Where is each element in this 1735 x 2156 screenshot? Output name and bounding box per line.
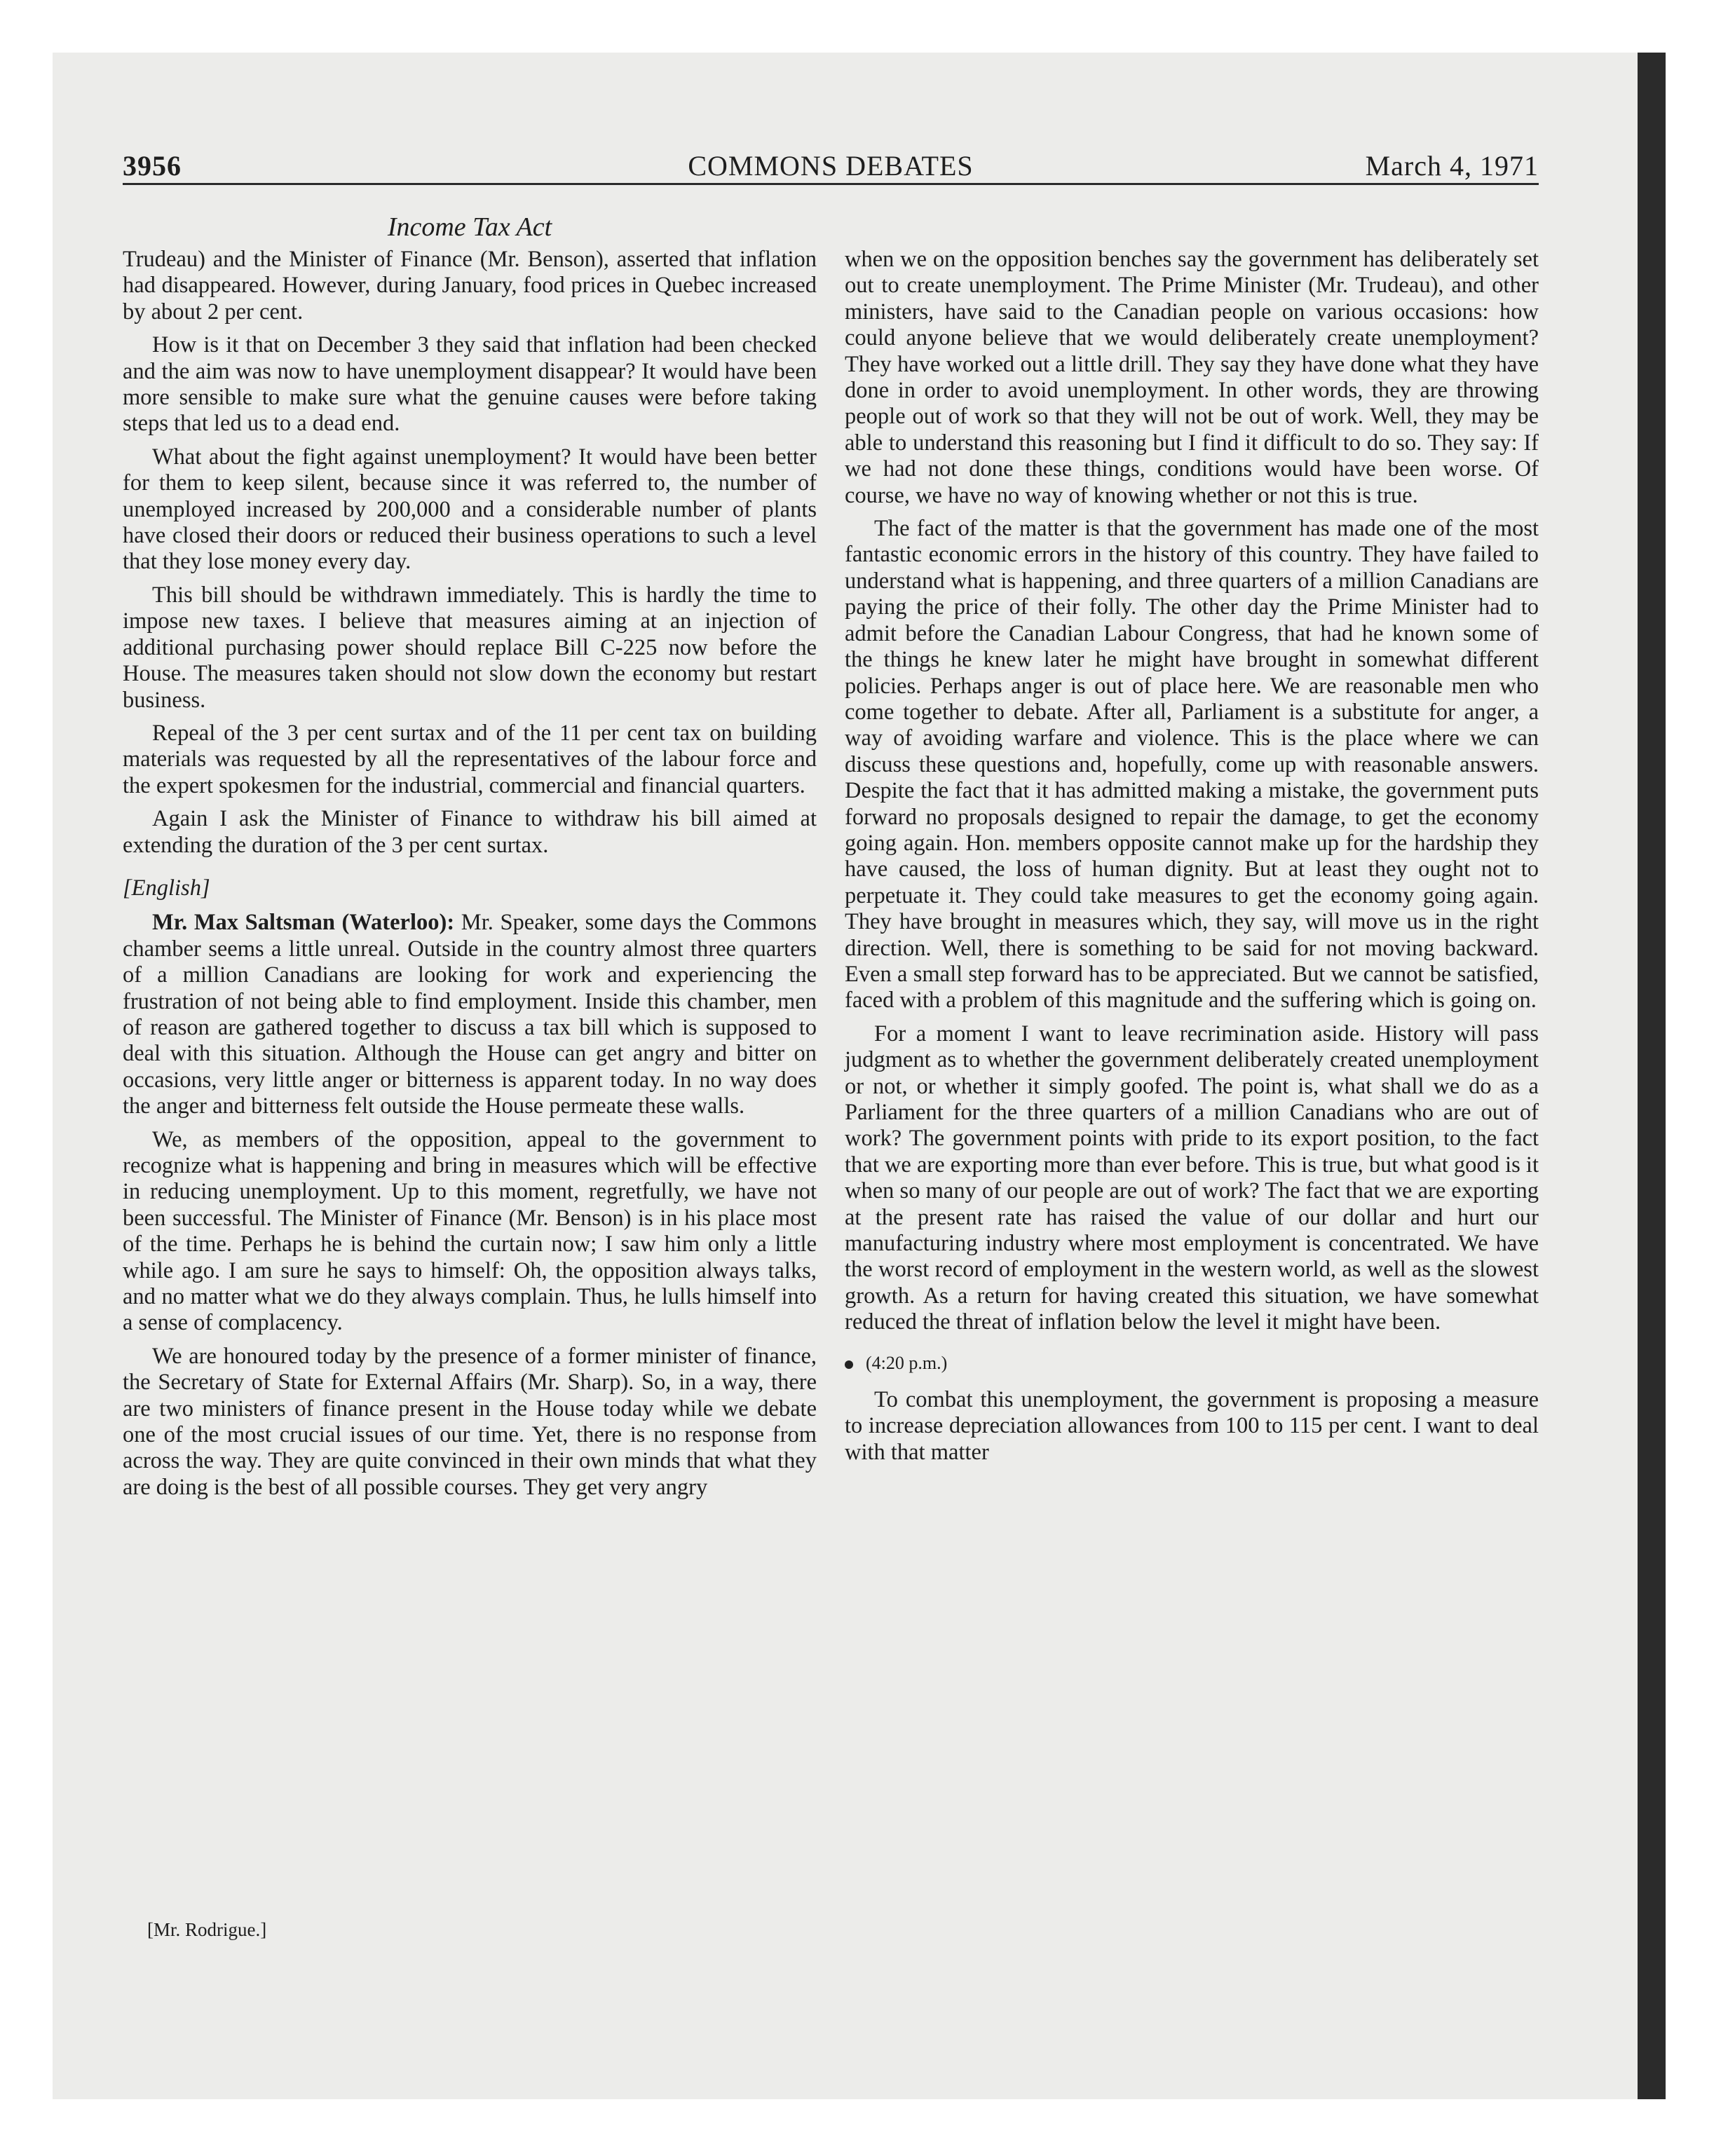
paragraph: The fact of the matter is that the government has made one of the most fantastic economic errors in the history of this country. They have failed to understand what is happening, and three quarters of a million Canadians are paying the price of their folly. The other day the Prime Minister had to admit before the Canadian Labour Congress, that had he known some of the things he knew later he might have brought in somewhat different policies. Perhaps anger is out of place here. We are reasonable men who come together to debate. After all, Parliament is a substitute for anger, a way of avoiding warfare and violence. This is the place where we can discuss these questions and, hopefully, come up with reasonable answers. Despite the fact that it has admitted making a mistake, the government puts forward no proposals designed to repair the damage, to get the economy going again. Hon. members opposite cannot make up for the hardship they have caused, the loss of human dignity. But at least they ought not to perpetuate it. They could take measures to get the economy going again. They have brought in measures which, they say, will move us in the right direction. Well, there is something to be said for not moving backward. Even a small step forward has to be appreciated. But we cannot be satisfied, faced with a problem of this magnitude and the suffering which is going on. bbox=[845, 516, 1539, 1014]
paragraph: We are honoured today by the presence of a former minister of finance, the Secretary of State for External Affairs (Mr. Sharp). So, in a way, there are two ministers of finance present in the House today while we debate one of the most crucial issues of our time. Yet, there is no response from across the way. They are quite convinced in their own minds that what they are doing is the best of all possible courses. They get very angry bbox=[123, 1343, 817, 1500]
right-column bbox=[845, 247, 1539, 1473]
speech-text: Mr. Speaker, some days the Commons chamber seems a little unreal. Outside in the country almost three quarters of a million Canadians are looking for work and experiencing the frustration of not being able to find employment. Inside this chamber, men of reason are gathered together to discuss a tax bill which is supposed to deal with this situation. Although the House can get angry and bitter on occasions, very little anger or bitterness is apparent today. In no way does the anger and bitterness felt outside the House permeate these walls. bbox=[123, 910, 817, 1119]
language-marker: [English] bbox=[123, 875, 210, 901]
paragraph: when we on the opposition benches say the government has deliberately set out to create unemployment. The Prime Minister (Mr. Trudeau), and other ministers, have said to the Canadian people on various occasions: how could anyone believe that we would deliberately create unemployment? They have worked out a little drill. They say they have done what they have done in order to avoid unemployment. In other words, they are throwing people out of work so that they will not be out of work. Well, they may be able to understand this reasoning but I find it difficult to do so. They say: If we had not done these things, conditions would have been worse. Of course, we have no way of knowing whether or not this is true. bbox=[845, 247, 1539, 508]
scan-edge-shadow bbox=[1638, 53, 1666, 2099]
paragraph: Trudeau) and the Minister of Finance (Mr. Benson), asserted that inflation had disappeared. However, during January, food prices in Quebec increased by about 2 per cent. bbox=[123, 247, 817, 325]
paragraph: What about the fight against unemployment? It would have been better for them to keep silent, because since it was referred to, the number of unemployed increased by 200,000 and a considerable number of plants have closed their doors or reduced their business operations to such a level that they lose money every day. bbox=[123, 444, 817, 575]
left-column bbox=[123, 247, 817, 1508]
paragraph: This bill should be withdrawn immediately. This is hardly the time to impose new taxes. I believe that measures aiming at an injection of additional purchasing power should replace Bill C-225 now before the House. The measures taken should not slow down the economy but restart business. bbox=[123, 582, 817, 713]
page-header bbox=[123, 144, 1539, 185]
issue-date: March 4, 1971 bbox=[1365, 150, 1539, 182]
paragraph-speech-start bbox=[123, 910, 817, 1119]
paragraph: We, as members of the opposition, appeal to the government to recognize what is happening and bring in measures which will be effective in reducing unemployment. Up to this moment, regretfully, we have not been successful. The Minister of Finance (Mr. Benson) is in his place most of the time. Perhaps he is behind the curtain now; I saw him only a little while ago. I am sure he says to himself: Oh, the opposition always talks, and no matter what we do they always complain. Thus, he lulls himself into a sense of complacency. bbox=[123, 1126, 817, 1336]
paragraph: For a moment I want to leave recrimination aside. History will pass judgment as to whether the government deliberately created unemployment or not, or whether it simply goofed. The point is, what shall we do as a Parliament for the three quarters of a million Canadians who are out of work? The government points with pride to its export position, to the fact that we are exporting more than ever before. This is true, but what good is it when so many of our people are out of work? The fact that we are exporting at the present rate has raised the value of our dollar and hurt our manufacturing industry where most employment is concentrated. We have the worst record of employment in the western world, as well as the slowest growth. As a return for having created this situation, we have somewhat reduced the threat of inflation below the level it might have been. bbox=[845, 1021, 1539, 1335]
footer-note: [Mr. Rodrigue.] bbox=[147, 1919, 267, 1940]
paragraph: To combat this unemployment, the government is proposing a measure to increase depreciation allowances from 100 to 115 per cent. I want to deal with that matter bbox=[845, 1387, 1539, 1465]
journal-title: COMMONS DEBATES bbox=[688, 150, 974, 182]
bullet-icon bbox=[845, 1360, 853, 1369]
paragraph: Again I ask the Minister of Finance to withdraw his bill aimed at extending the duration of the 3 per cent surtax. bbox=[123, 806, 817, 858]
paragraph: Repeal of the 3 per cent surtax and of the 11 per cent tax on building materials was requested by all the representatives of the labour force and the expert spokesmen for the industrial, commercial and financial quarters. bbox=[123, 720, 817, 798]
section-title: Income Tax Act bbox=[387, 212, 552, 242]
time-stamp bbox=[845, 1350, 1539, 1376]
page-number: 3956 bbox=[123, 150, 182, 182]
speaker-name: Mr. Max Saltsman (Waterloo): bbox=[152, 910, 455, 936]
paragraph: How is it that on December 3 they said that inflation had been checked and the aim was now to have unemployment disappear? It would have been more sensible to make sure what the genuine causes were before taking steps that led us to a dead end. bbox=[123, 332, 817, 437]
time-stamp-text: (4:20 p.m.) bbox=[866, 1352, 948, 1373]
